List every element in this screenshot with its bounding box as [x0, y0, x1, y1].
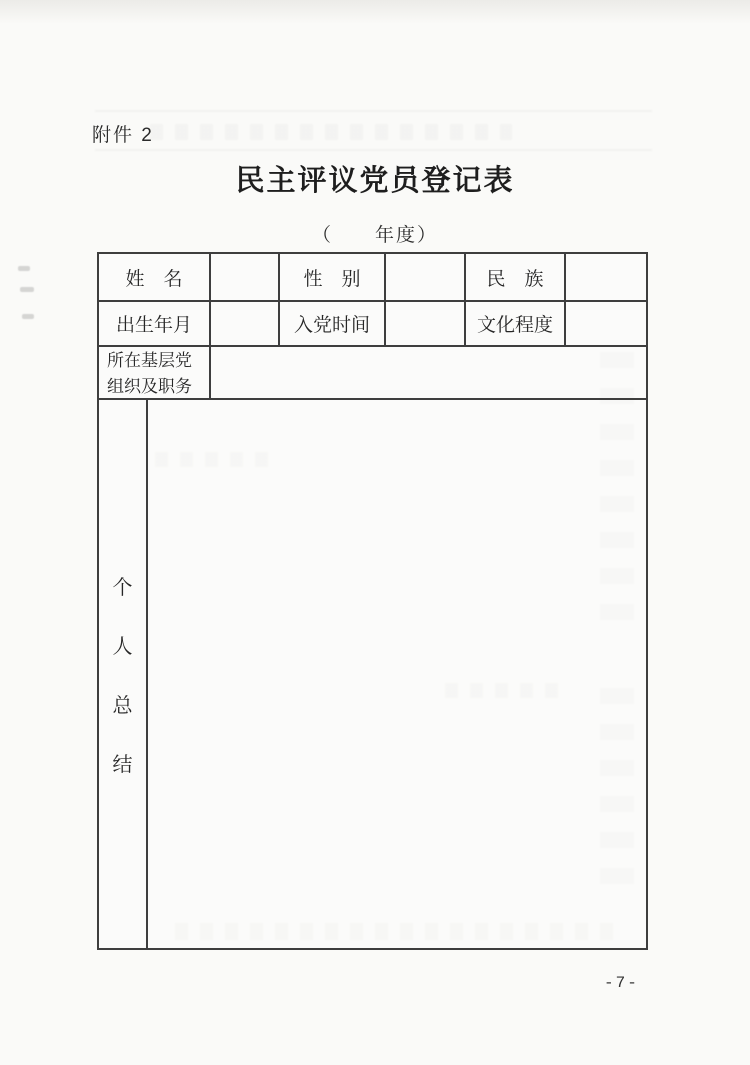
party-join-date-label: 入党时间: [293, 315, 370, 336]
party-join-date-value-cell: [386, 302, 464, 345]
bleed-through-line: [95, 149, 652, 151]
personal-summary-char-4: 结: [112, 754, 133, 776]
birthdate-value-cell: [211, 302, 278, 345]
name-value-cell: [211, 254, 278, 300]
scan-margin-mark: [22, 314, 34, 319]
personal-summary-char-2: 人: [112, 636, 133, 658]
year-line: （ 年度）: [311, 225, 438, 246]
personal-summary-label: [99, 400, 146, 948]
personal-summary-char-3: 总: [112, 695, 133, 717]
scan-margin-mark: [20, 287, 34, 292]
organization-value-cell: [211, 347, 646, 398]
ethnicity-value-cell: [566, 254, 646, 300]
gender-value-cell: [386, 254, 464, 300]
personal-summary-value-cell: [148, 400, 646, 948]
scan-edge-band: [0, 0, 750, 24]
page-title: 民主评议党员登记表: [235, 165, 515, 197]
name-label: 姓 名: [125, 268, 183, 290]
gender-label: 性 别: [303, 268, 361, 290]
ethnicity-label: 民 族: [486, 268, 544, 290]
organization-label-line1: 所在基层党: [107, 351, 192, 370]
organization-label: [99, 347, 209, 398]
birthdate-label: 出生年月: [115, 315, 192, 336]
attachment-label: 附件 2: [92, 125, 154, 146]
scan-margin-mark: [18, 266, 30, 271]
page-number: -7-: [604, 974, 639, 992]
registration-table: [97, 252, 648, 950]
education-value-cell: [566, 302, 646, 345]
bleed-through-line: [95, 110, 652, 112]
organization-label-line2: 组织及职务: [107, 377, 192, 396]
bleed-through-text: [150, 124, 512, 140]
personal-summary-char-1: 个: [112, 577, 133, 599]
education-label: 文化程度: [476, 315, 553, 336]
